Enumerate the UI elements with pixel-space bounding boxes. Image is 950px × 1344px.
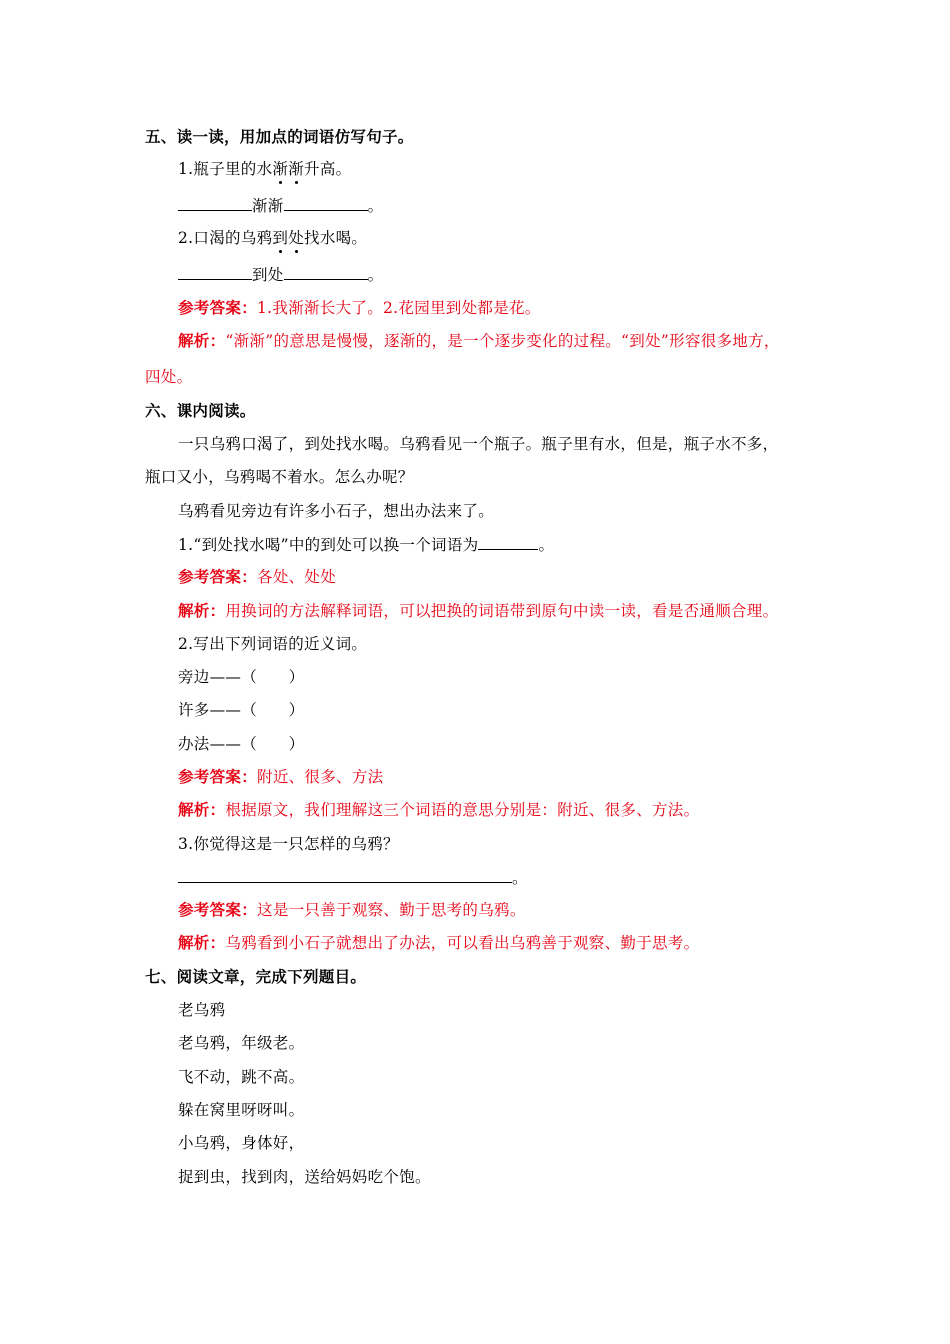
s6-question-3: 3.你觉得这是一只怎样的乌鸦？ [178,835,399,853]
dotted-char: 渐 [288,160,305,178]
s5-fill-line-1: 渐渐 。 [178,195,383,216]
s5-reference-answer: 参考答案：1.我渐渐长大了。2.花园里到处都是花。 [178,298,541,317]
s6-answer-3: 参考答案：这是一只善于观察、勤于思考的乌鸦。 [178,900,526,919]
answer-blank[interactable] [478,534,538,550]
s6-passage-line-1: 一只乌鸦口渴了，到处找水喝。乌鸦看见一个瓶子。瓶子里有水，但是，瓶子水不多， [178,435,779,453]
s6-analysis-2: 解析：根据原文，我们理解这三个词语的意思分别是：附近、很多、方法。 [178,800,700,819]
s5-analysis: 解析：“渐渐”的意思是慢慢，逐渐的，是一个逐步变化的过程。“到处”形容很多地方， [178,331,780,350]
poem-line: 小乌鸦，身体好， [178,1134,305,1152]
s5-analysis-cont: 四处。 [145,368,193,386]
section-6-heading: 六、课内阅读。 [145,401,256,420]
poem-line: 捉到虫，找到肉，送给妈妈吃个饱。 [178,1168,431,1186]
section-7-heading: 七、阅读文章，完成下列题目。 [145,967,367,986]
answer-blank[interactable] [284,195,368,211]
poem-line: 飞不动，跳不高。 [178,1068,305,1086]
s5-question-1: 1.瓶子里的水渐渐升高。 [178,160,352,178]
s6-answer-1: 参考答案：各处、处处 [178,567,337,586]
s5-question-2: 2.口渴的乌鸦到处找水喝。 [178,229,368,247]
poem-line: 老乌鸦，年级老。 [178,1034,305,1052]
poem-title: 老乌鸦 [178,1001,226,1019]
s6-answer-line: 。 [178,867,528,888]
dotted-char: 到 [272,229,289,247]
answer-blank[interactable] [178,264,252,280]
answer-blank[interactable] [178,867,512,883]
synonym-item: 旁边——（ ） [178,668,305,686]
answer-blank[interactable] [178,195,252,211]
poem-line: 躲在窝里呀呀叫。 [178,1101,305,1119]
synonym-item: 许多——（ ） [178,701,305,719]
s6-question-2: 2.写出下列词语的近义词。 [178,635,368,653]
s6-analysis-1: 解析：用换词的方法解释词语，可以把换的词语带到原句中读一读，看是否通顺合理。 [178,601,779,620]
s5-fill-line-2: 到处 。 [178,264,383,285]
synonym-item: 办法——（ ） [178,735,305,753]
section-5-heading: 五、读一读，用加点的词语仿写句子。 [145,127,414,146]
dotted-char: 渐 [272,160,289,178]
answer-blank[interactable] [284,264,368,280]
s6-answer-2: 参考答案：附近、很多、方法 [178,767,384,786]
s6-passage-line-2: 瓶口又小，乌鸦喝不着水。怎么办呢？ [145,468,414,486]
s6-passage-para-2: 乌鸦看见旁边有许多小石子，想出办法来了。 [178,502,495,520]
s6-question-1: 1.“到处找水喝”中的到处可以换一个词语为 。 [178,536,555,554]
dotted-char: 处 [288,229,305,247]
s6-analysis-3: 解析：乌鸦看到小石子就想出了办法，可以看出乌鸦善于观察、勤于思考。 [178,933,700,952]
